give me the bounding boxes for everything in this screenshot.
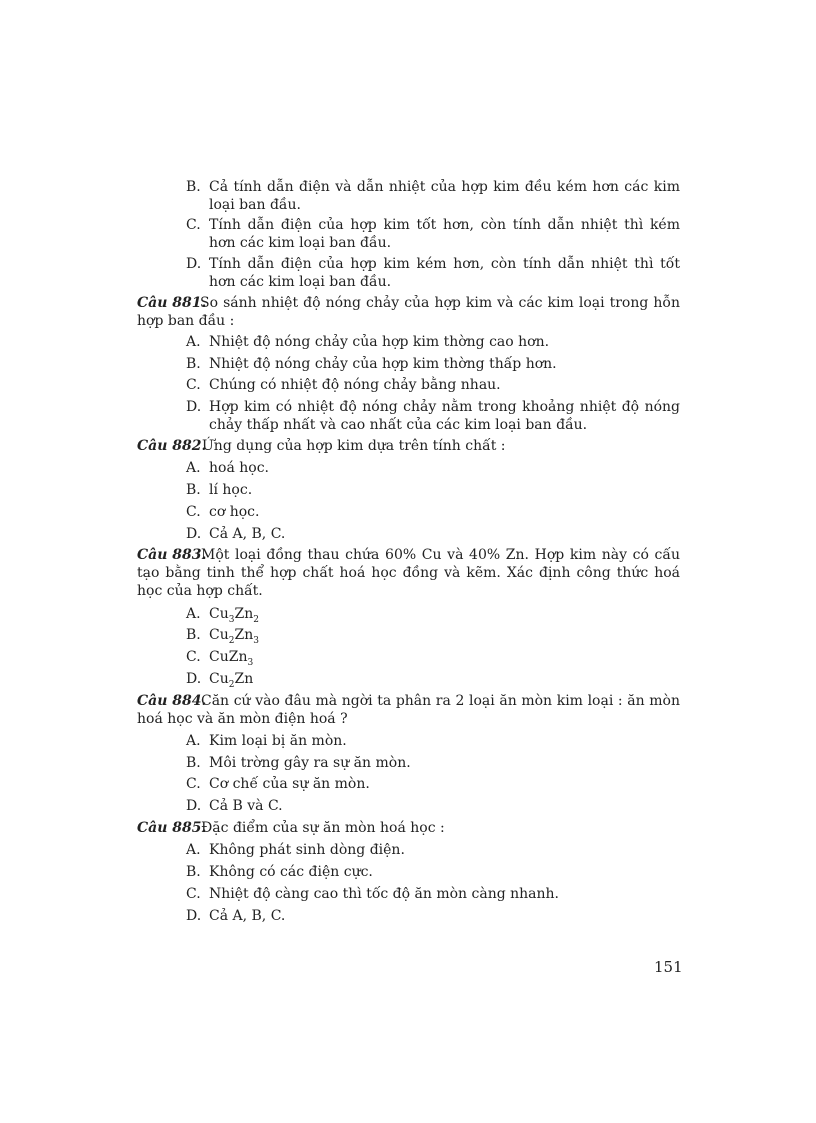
option-letter: D.: [186, 908, 202, 924]
question-885: [137, 819, 680, 837]
option-text: Tính dẫn điện của hợp kim tốt hơn, còn tính dẫn nhiệt thì kém hơn các kim loại ban đầu.: [209, 217, 680, 251]
option-letter: B.: [186, 482, 201, 498]
q882-option-d: [186, 525, 680, 543]
option-letter: A.: [186, 334, 201, 350]
question-label: Câu 884.: [137, 693, 207, 709]
question-label: Câu 881.: [137, 295, 207, 311]
option-letter: C.: [186, 504, 201, 520]
question-text: Đặc điểm của sự ăn mòn hoá học :: [201, 820, 445, 836]
option-text: Kim loại bị ăn mòn.: [209, 733, 347, 749]
formula-cu2zn3: $Cu_2Zn_3$: [209, 627, 259, 646]
option-letter: B.: [186, 356, 201, 372]
q881-option-d: [186, 398, 680, 434]
option-letter: C.: [186, 377, 201, 393]
question-881: [137, 294, 680, 330]
formula-cu3zn2: $Cu_3Zn_2$: [209, 606, 259, 625]
option-text: hoá học.: [209, 460, 269, 476]
option-letter: A.: [186, 733, 201, 749]
option-letter: A.: [186, 842, 201, 858]
q883-option-d: [186, 670, 680, 688]
question-883: [137, 546, 680, 600]
option-letter: C.: [186, 776, 201, 792]
formula-cu2zn: $Cu_2Zn$: [209, 671, 254, 690]
q882-option-b: [186, 481, 680, 499]
option-text: Chúng có nhiệt độ nóng chảy bằng nhau.: [209, 377, 501, 393]
option-text: Cả tính dẫn điện và dẫn nhiệt của hợp kim đều kém hơn các kim loại ban đầu.: [209, 179, 680, 213]
option-text: Cả A, B, C.: [209, 526, 286, 542]
option-letter: D.: [186, 526, 202, 542]
option-text: Cả A, B, C.: [209, 908, 286, 924]
option-text: Tính dẫn điện của hợp kim kém hơn, còn tính dẫn nhiệt thì tốt hơn các kim loại ban đầu.: [209, 256, 680, 290]
option-letter: B.: [186, 179, 201, 195]
q885-option-d: [186, 907, 680, 925]
question-label: Câu 882.: [137, 438, 207, 454]
q883-option-b: [186, 626, 680, 644]
q882-option-c: [186, 503, 680, 521]
q885-option-b: [186, 863, 680, 881]
option-letter: D.: [186, 399, 202, 415]
q884-option-a: [186, 732, 680, 750]
q880-option-b: [186, 178, 680, 214]
question-text: Căn cứ vào đâu mà ngời ta phân ra 2 loại ăn mòn kim loại : ăn mòn hoá học và ăn mòn điện hoá ?: [137, 693, 680, 727]
option-letter: C.: [186, 649, 201, 665]
q880-option-d: [186, 255, 680, 291]
q884-option-c: [186, 775, 680, 793]
option-text: Nhiệt độ nóng chảy của hợp kim thờng thấp hơn.: [209, 356, 557, 372]
q881-option-a: [186, 333, 680, 351]
formula-cuzn3: CuZn$_3$: [209, 649, 254, 668]
option-letter: A.: [186, 460, 201, 476]
option-letter: B.: [186, 864, 201, 880]
option-letter: B.: [186, 627, 201, 643]
option-text: Môi trờng gây ra sự ăn mòn.: [209, 755, 411, 771]
option-letter: A.: [186, 606, 201, 622]
q884-option-b: [186, 754, 680, 772]
option-letter: C.: [186, 886, 201, 902]
question-884: [137, 692, 680, 728]
question-label: Câu 883.: [137, 547, 207, 563]
q881-option-b: [186, 355, 680, 373]
option-letter: D.: [186, 798, 202, 814]
q884-option-d: [186, 797, 680, 815]
option-text: Nhiệt độ nóng chảy của hợp kim thờng cao hơn.: [209, 334, 550, 350]
option-text: Nhiệt độ càng cao thì tốc độ ăn mòn càng nhanh.: [209, 886, 559, 902]
q883-option-c: [186, 648, 680, 666]
option-letter: D.: [186, 256, 202, 272]
option-letter: B.: [186, 755, 201, 771]
option-text: cơ học.: [209, 504, 260, 520]
q881-option-c: [186, 376, 680, 394]
option-letter: C.: [186, 217, 201, 233]
question-label: Câu 885.: [137, 820, 207, 836]
question-text: Một loại đồng thau chứa 60% Cu và 40% Zn. Hợp kim này có cấu tạo bằng tinh thể hợp chất hoá học đồng và kẽm. Xác định công thức hoá học của hợp chất.: [137, 547, 680, 599]
q883-option-a: [186, 605, 680, 623]
question-text: Ứng dụng của hợp kim dựa trên tính chất :: [202, 438, 506, 454]
option-letter: D.: [186, 671, 202, 687]
q882-option-a: [186, 459, 680, 477]
question-882: [137, 437, 680, 455]
question-text: So sánh nhiệt độ nóng chảy của hợp kim và các kim loại trong hỗn hợp ban đầu :: [137, 295, 680, 329]
q885-option-a: [186, 841, 680, 859]
q885-option-c: [186, 885, 680, 903]
q880-option-c: [186, 216, 680, 252]
option-text: Không có các điện cực.: [209, 864, 373, 880]
option-text: lí học.: [209, 482, 253, 498]
option-text: Cơ chế của sự ăn mòn.: [209, 776, 370, 792]
page-number: 151: [654, 958, 683, 976]
option-text: Không phát sinh dòng điện.: [209, 842, 405, 858]
option-text: Cả B và C.: [209, 798, 283, 814]
option-text: Hợp kim có nhiệt độ nóng chảy nằm trong khoảng nhiệt độ nóng chảy thấp nhất và cao nhất của các kim loại ban đầu.: [209, 399, 680, 433]
